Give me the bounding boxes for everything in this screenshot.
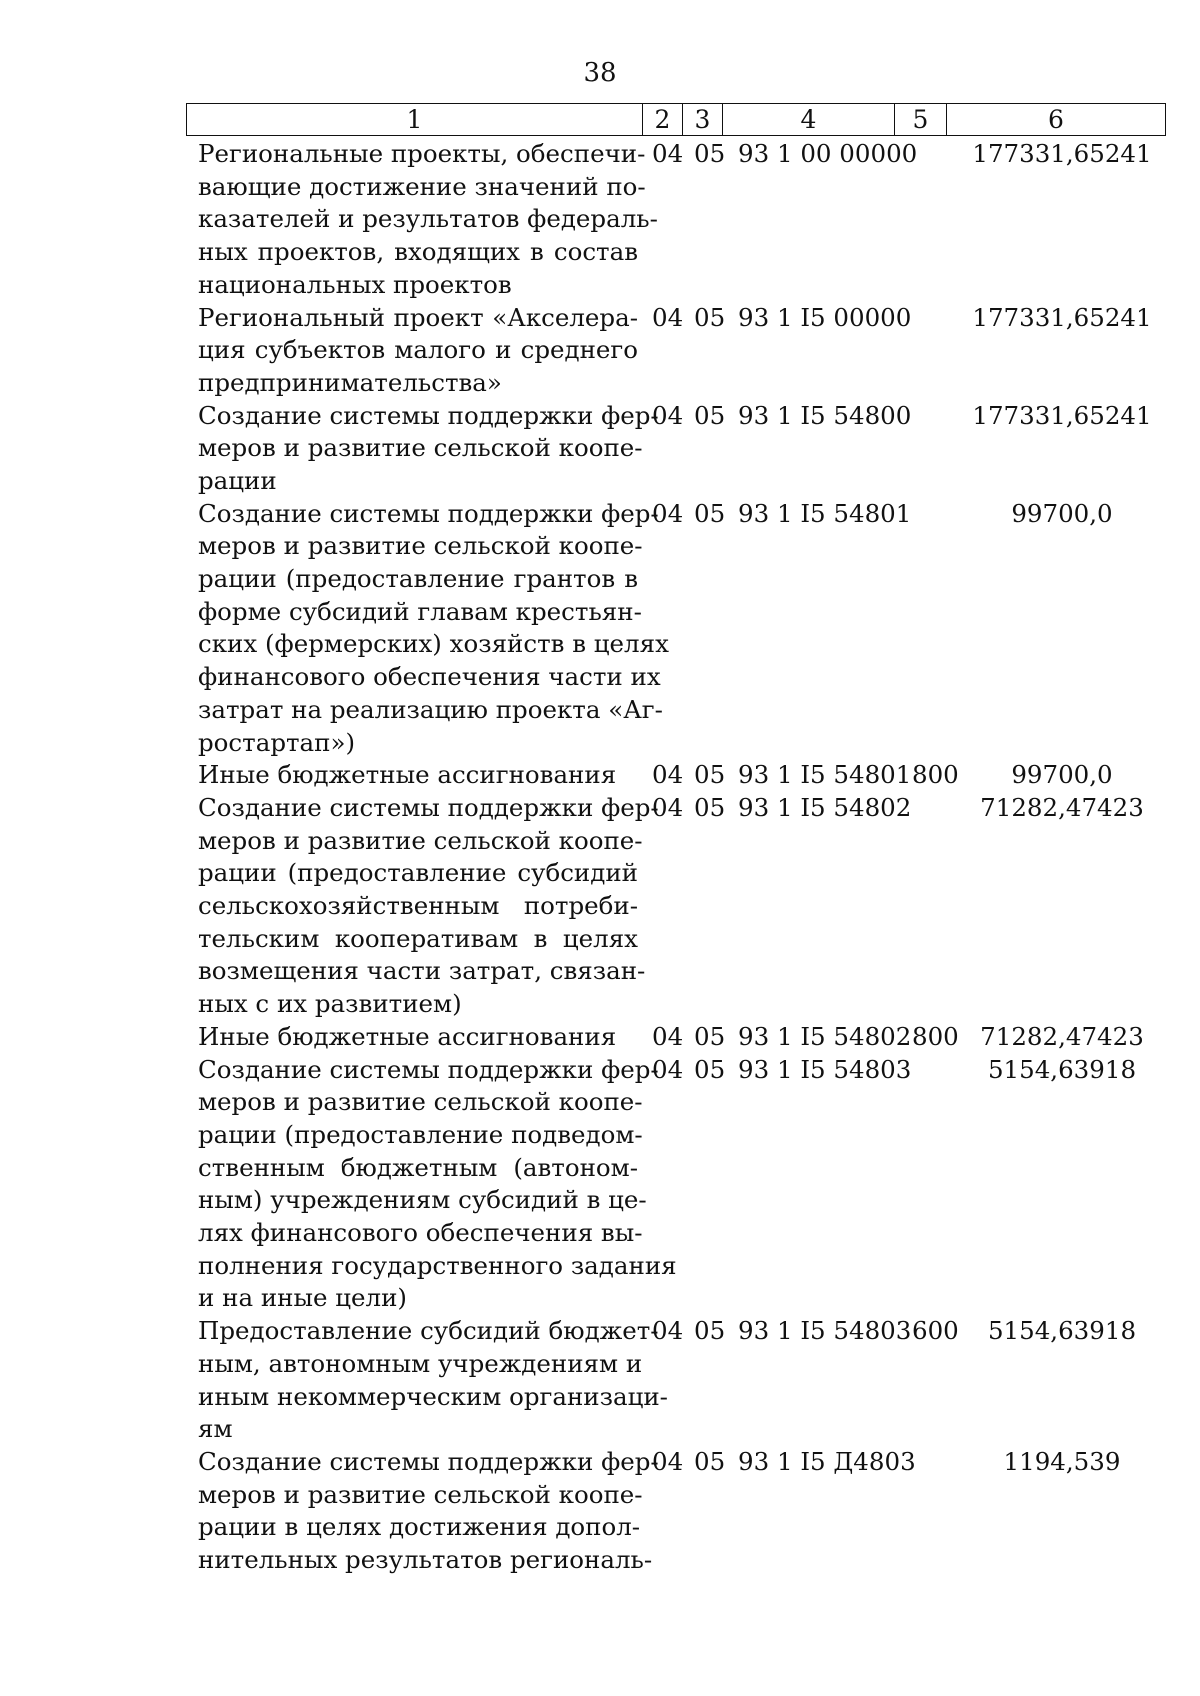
- description-line: ских (фермерских) хозяйств в целях: [198, 629, 669, 659]
- row-description: [198, 1446, 659, 1577]
- subsection-code: 05: [694, 139, 726, 168]
- description-line: Иные бюджетные ассигнования: [198, 1021, 617, 1051]
- description-line: Иные бюджетные ассигнования: [198, 760, 617, 790]
- row-description: [198, 302, 638, 400]
- description-line: возмещения части затрат, связан-: [198, 956, 646, 986]
- column-header-2: 2: [643, 104, 683, 135]
- amount-value: 177331,65241: [972, 400, 1152, 430]
- description-line: Создание системы поддержки фер-: [198, 498, 659, 528]
- column-header-5: 5: [895, 104, 947, 135]
- target-article-code: 93 1 I5 54802: [738, 1021, 912, 1051]
- description-line: ростартап»): [198, 727, 356, 757]
- subsection-code: 05: [694, 760, 726, 790]
- section-code: 04: [652, 793, 684, 822]
- target-article-code: 93 1 I5 54801: [738, 760, 912, 790]
- subsection-code: 05: [694, 498, 726, 528]
- target-article-code: 93 1 I5 54803: [738, 1054, 912, 1084]
- target-article-code: 93 1 I5 54800: [738, 400, 912, 430]
- subsection-code: 05: [694, 1021, 726, 1051]
- section-code: 04: [652, 302, 684, 332]
- description-line: рации: [198, 465, 277, 495]
- description-line: меров и развитие сельской коопе-: [198, 1479, 643, 1509]
- description-line: ственным бюджетным (автоном-: [198, 1152, 638, 1182]
- description-line: иным некоммерческим организаци-: [198, 1381, 668, 1411]
- target-article-code: 93 1 I5 00000: [738, 302, 912, 332]
- row-description: [198, 792, 659, 1021]
- description-line: меров и развитие сельской коопе-: [198, 825, 643, 855]
- description-line: меров и развитие сельской коопе-: [198, 1087, 643, 1117]
- amount-value: 5154,63918: [987, 1054, 1137, 1084]
- subsection-code: 05: [694, 400, 726, 430]
- description-line: сельскохозяйственным потреби-: [198, 891, 638, 921]
- amount-value: 99700,0: [1011, 498, 1113, 528]
- description-line: меров и развитие сельской коопе-: [198, 433, 643, 463]
- description-line: рации (предоставление подведом-: [198, 1119, 643, 1149]
- description-line: Региональный проект «Акселера-: [198, 302, 638, 332]
- amount-value: 71282,47423: [980, 793, 1144, 822]
- subsection-code: 05: [694, 1054, 726, 1084]
- description-line: лях финансового обеспечения вы-: [198, 1218, 643, 1248]
- subsection-code: 05: [694, 302, 726, 332]
- amount-value: 177331,65241: [972, 302, 1152, 332]
- column-header-6: 6: [1048, 105, 1064, 134]
- description-line: финансового обеспечения части их: [198, 662, 661, 692]
- description-line: полнения государственного задания: [198, 1250, 677, 1280]
- amount-value: 5154,63918: [987, 1316, 1137, 1346]
- description-line: тельским кооперативам в целях: [198, 923, 638, 953]
- description-line: и на иные цели): [198, 1283, 407, 1313]
- description-line: ных с их развитием): [198, 989, 462, 1019]
- description-line: Региональные проекты, обеспечи-: [198, 139, 646, 168]
- description-line: ям: [198, 1414, 233, 1444]
- subsection-code: 05: [694, 793, 726, 822]
- description-line: затрат на реализацию проекта «Аг-: [198, 694, 663, 724]
- section-code: 04: [652, 760, 684, 790]
- description-line: Создание системы поддержки фер-: [198, 1054, 659, 1084]
- expense-type-code: 600: [912, 1316, 959, 1346]
- column-header-4: 4: [723, 104, 895, 135]
- subsection-code: 05: [694, 1316, 726, 1346]
- description-line: Создание системы поддержки фер-: [198, 400, 659, 430]
- description-line: ных проектов, входящих в состав: [198, 237, 638, 267]
- section-code: 04: [652, 498, 684, 528]
- description-line: меров и развитие сельской коопе-: [198, 531, 643, 561]
- expense-type-code: 800: [912, 760, 959, 790]
- row-description: [198, 759, 638, 792]
- description-line: Предоставление субсидий бюджет-: [198, 1316, 659, 1346]
- expense-type-code: 800: [912, 1021, 959, 1051]
- row-description: [198, 400, 659, 498]
- description-line: ным) учреждениям субсидий в це-: [198, 1185, 647, 1215]
- amount-value: 71282,47423: [980, 1021, 1144, 1051]
- section-code: 04: [652, 1021, 684, 1051]
- target-article-code: 93 1 I5 54803: [738, 1316, 912, 1346]
- description-line: казателей и результатов федераль-: [198, 204, 658, 234]
- target-article-code: 93 1 I5 54802: [738, 793, 912, 822]
- description-line: Создание системы поддержки фер-: [198, 793, 659, 822]
- row-description: [198, 138, 658, 301]
- section-code: 04: [652, 1316, 684, 1346]
- section-code: 04: [652, 1447, 684, 1476]
- section-code: 04: [652, 400, 684, 430]
- description-line: Создание системы поддержки фер-: [198, 1447, 659, 1476]
- section-code: 04: [652, 139, 684, 168]
- amount-value: 177331,65241: [972, 139, 1152, 168]
- description-line: форме субсидий главам крестьян-: [198, 596, 642, 626]
- column-header-1: 1: [187, 104, 643, 135]
- description-line: рации (предоставление субсидий: [198, 858, 638, 888]
- section-code: 04: [652, 1054, 684, 1084]
- description-line: нительных результатов региональ-: [198, 1545, 653, 1575]
- description-line: национальных проектов: [198, 269, 512, 299]
- description-line: ным, автономным учреждениям и: [198, 1348, 643, 1378]
- description-line: рации в целях достижения допол-: [198, 1512, 641, 1542]
- page-number: 38: [583, 58, 617, 88]
- subsection-code: 05: [694, 1447, 726, 1476]
- description-line: вающие достижение значений по-: [198, 171, 646, 201]
- row-description: [198, 1021, 638, 1054]
- target-article-code: 93 1 I5 Д4803: [738, 1447, 916, 1476]
- target-article-code: 93 1 I5 54801: [738, 498, 912, 528]
- description-line: ция субъектов малого и среднего: [198, 335, 638, 365]
- column-header-3: 3: [683, 104, 723, 135]
- table-column-header: [186, 103, 1166, 136]
- amount-value: 99700,0: [1011, 760, 1113, 790]
- description-line: рации (предоставление грантов в: [198, 564, 638, 594]
- amount-value: 1194,539: [1003, 1447, 1121, 1476]
- target-article-code: 93 1 00 00000: [738, 139, 918, 168]
- description-line: предпринимательства»: [198, 367, 502, 397]
